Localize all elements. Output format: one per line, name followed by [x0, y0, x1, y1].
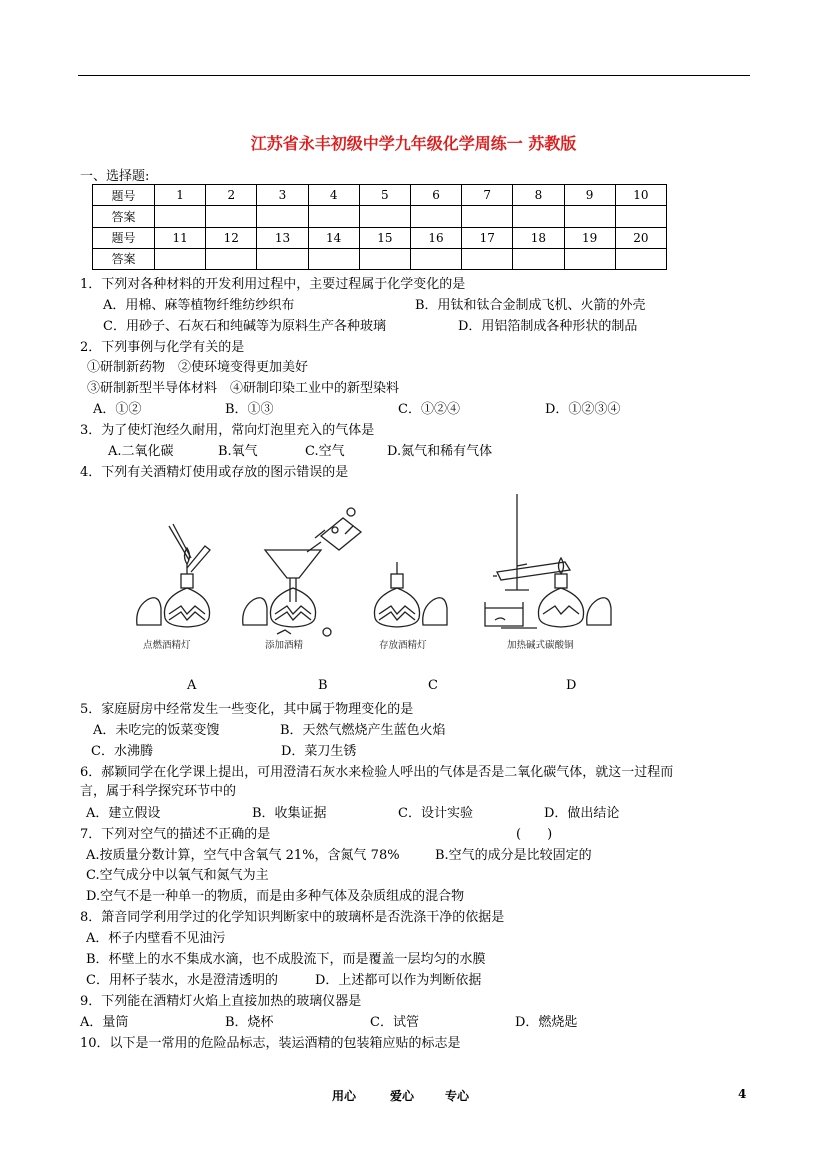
- header-rule: [78, 75, 750, 76]
- answer-cell[interactable]: [206, 248, 257, 269]
- table-cell: 7: [462, 185, 513, 206]
- answer-cell[interactable]: [410, 248, 461, 269]
- answer-cell[interactable]: [155, 206, 206, 227]
- page-number: 4: [738, 1087, 747, 1101]
- q5-option-b: B．天然气燃烧产生蓝色火焰: [280, 723, 446, 738]
- table-cell: 9: [564, 185, 615, 206]
- q8-option-d: D．上述都可以作为判断依据: [315, 973, 482, 988]
- page-title: 江苏省永丰初级中学九年级化学周练一 苏教版: [250, 134, 577, 153]
- q8-option-a: A．杯子内壁看不见油污: [86, 931, 226, 946]
- answer-cell[interactable]: [513, 206, 564, 227]
- q8-option-c: C．用杯子装水，水是澄清透明的: [86, 973, 278, 988]
- q2-option-b: B．①③: [225, 402, 274, 417]
- figure-letter-c: C: [428, 678, 438, 693]
- q3-option-b: B.氧气: [218, 444, 258, 459]
- table-cell: 4: [308, 185, 359, 206]
- q6-option-c: C．设计实验: [398, 806, 473, 821]
- answer-cell[interactable]: [564, 206, 615, 227]
- q9-option-a: A．量筒: [80, 1015, 129, 1030]
- q7-answer-blank: ( ): [516, 827, 553, 842]
- question-2-stem: 2．下列事例与化学有关的是: [80, 340, 245, 355]
- table-cell: 6: [410, 185, 461, 206]
- question-8-stem: 8．箫音同学利用学过的化学知识判断家中的玻璃杯是否洗涤干净的依据是: [80, 910, 505, 925]
- answer-cell[interactable]: [359, 248, 410, 269]
- table-cell: 18: [513, 227, 564, 248]
- table-cell: 20: [615, 227, 666, 248]
- answer-cell[interactable]: [410, 206, 461, 227]
- panel-b-adding-alcohol-icon: [243, 508, 361, 636]
- answer-cell[interactable]: [257, 206, 308, 227]
- figure-caption-c: 存放酒精灯: [379, 640, 427, 651]
- figure-caption-b: 添加酒精: [265, 640, 304, 651]
- table-cell: 2: [206, 185, 257, 206]
- q1-option-d: D．用铝箔制成各种形状的制品: [458, 319, 638, 334]
- q7-option-b: B.空气的成分是比较固定的: [435, 848, 592, 863]
- question-10-stem: 10．以下是一常用的危险品标志，装运酒精的包装箱应贴的标志是: [80, 1036, 461, 1051]
- footer-word-3: 专心: [445, 1089, 470, 1103]
- answer-cell[interactable]: [308, 248, 359, 269]
- q6-option-b: B．收集证据: [252, 806, 327, 821]
- table-cell: 14: [308, 227, 359, 248]
- question-6-stem-line-2: 言，属于科学探究环节中的: [80, 784, 237, 799]
- question-6-stem-line-1: 6．郝颖同学在化学课上提出，可用澄清石灰水来检验人呼出的气体是否是二氧化碳气体，就这一过程而: [80, 765, 674, 780]
- question-4-stem: 4．下列有关酒精灯使用或存放的图示错误的是: [80, 465, 349, 480]
- q5-option-c: C．水沸腾: [91, 744, 153, 759]
- answer-cell[interactable]: [155, 248, 206, 269]
- answer-cell[interactable]: [615, 206, 666, 227]
- table-cell: 15: [359, 227, 410, 248]
- q3-option-c: C.空气: [305, 444, 345, 459]
- table-row: [93, 248, 667, 269]
- table-cell: 13: [257, 227, 308, 248]
- question-7-stem: 7．下列对空气的描述不正确的是: [80, 827, 271, 842]
- q7-option-d: D.空气不是一种单一的物质，而是由多种气体及杂质组成的混合物: [86, 889, 465, 904]
- table-row: [93, 206, 667, 227]
- panel-c-storing-lamp-icon: [374, 562, 447, 627]
- answer-cell[interactable]: [308, 206, 359, 227]
- answer-cell[interactable]: [564, 248, 615, 269]
- table-cell: 12: [206, 227, 257, 248]
- table-row: [93, 185, 667, 206]
- q8-option-b: B．杯壁上的水不集成水滴，也不成股流下，而是覆盖一层均匀的水膜: [86, 952, 486, 967]
- table-cell: 19: [564, 227, 615, 248]
- panel-d-heating-icon: [485, 494, 611, 628]
- q5-option-d: D．菜刀生锈: [281, 744, 357, 759]
- q9-option-c: C．试管: [370, 1015, 419, 1030]
- answer-table: [92, 184, 667, 270]
- answer-cell[interactable]: [615, 248, 666, 269]
- question-3-stem: 3．为了使灯泡经久耐用，常向灯泡里充入的气体是: [80, 423, 375, 438]
- table-row: [93, 227, 667, 248]
- q1-option-a: A．用棉、麻等植物纤维纺纱织布: [103, 298, 295, 313]
- table-cell: 10: [615, 185, 666, 206]
- figure-caption-a: 点燃酒精灯: [143, 640, 191, 651]
- table-cell: 8: [513, 185, 564, 206]
- question-5-stem: 5．家庭厨房中经常发生一些变化，其中属于物理变化的是: [80, 702, 414, 717]
- answer-cell[interactable]: [257, 248, 308, 269]
- q3-option-d: D.氮气和稀有气体: [387, 444, 493, 459]
- q1-option-c: C．用砂子、石灰石和纯碱等为原料生产各种玻璃: [103, 319, 386, 334]
- table-cell: 17: [462, 227, 513, 248]
- table-cell: 5: [359, 185, 410, 206]
- panel-a-lighting-icon: [137, 524, 210, 627]
- figure-letter-a: A: [187, 678, 197, 693]
- table-cell: 答案: [93, 206, 155, 227]
- q6-option-a: A．建立假设: [86, 806, 161, 821]
- footer-word-1: 用心: [332, 1089, 357, 1103]
- answer-cell[interactable]: [359, 206, 410, 227]
- q2-option-d: D．①②③④: [545, 402, 621, 417]
- table-cell: 题号: [93, 227, 155, 248]
- table-cell: 16: [410, 227, 461, 248]
- figure-caption-d: 加热碱式碳酸铜: [507, 640, 574, 651]
- q7-option-c: C.空气成分中以氧气和氮气为主: [86, 868, 269, 883]
- q5-option-a: A．未吃完的饭菜变馊: [93, 723, 220, 738]
- q2-item-line-2: ③研制新型半导体材料 ④研制印染工业中的新型染料: [87, 381, 400, 396]
- q2-option-a: A．①②: [93, 402, 142, 417]
- q9-option-b: B．烧杯: [225, 1015, 274, 1030]
- q7-option-a: A.按质量分数计算，空气中含氧气 21%，含氮气 78%: [86, 848, 400, 863]
- table-cell: 答案: [93, 248, 155, 269]
- question-1-stem: 1．下列对各种材料的开发利用过程中，主要过程属于化学变化的是: [80, 277, 466, 292]
- section-heading: 一、选择题:: [80, 169, 150, 184]
- table-cell: 3: [257, 185, 308, 206]
- q2-item-line-1: ①研制新药物 ②使环境变得更加美好: [87, 360, 309, 375]
- q9-option-d: D．燃烧匙: [515, 1015, 578, 1030]
- q2-option-c: C．①②④: [398, 402, 460, 417]
- figure-letter-b: B: [318, 678, 328, 693]
- q3-option-a: A.二氧化碳: [108, 444, 174, 459]
- figure-letter-d: D: [566, 678, 577, 693]
- alcohol-lamp-figure: [125, 490, 635, 660]
- q6-option-d: D．做出结论: [544, 806, 620, 821]
- answer-cell[interactable]: [513, 248, 564, 269]
- footer-word-2: 爱心: [390, 1089, 415, 1103]
- answer-cell[interactable]: [462, 248, 513, 269]
- table-cell: 11: [155, 227, 206, 248]
- table-cell: 1: [155, 185, 206, 206]
- answer-cell[interactable]: [206, 206, 257, 227]
- table-cell: 题号: [93, 185, 155, 206]
- answer-cell[interactable]: [462, 206, 513, 227]
- question-9-stem: 9．下列能在酒精灯火焰上直接加热的玻璃仪器是: [80, 994, 362, 1009]
- q1-option-b: B．用钛和钛合金制成飞机、火箭的外壳: [415, 298, 646, 313]
